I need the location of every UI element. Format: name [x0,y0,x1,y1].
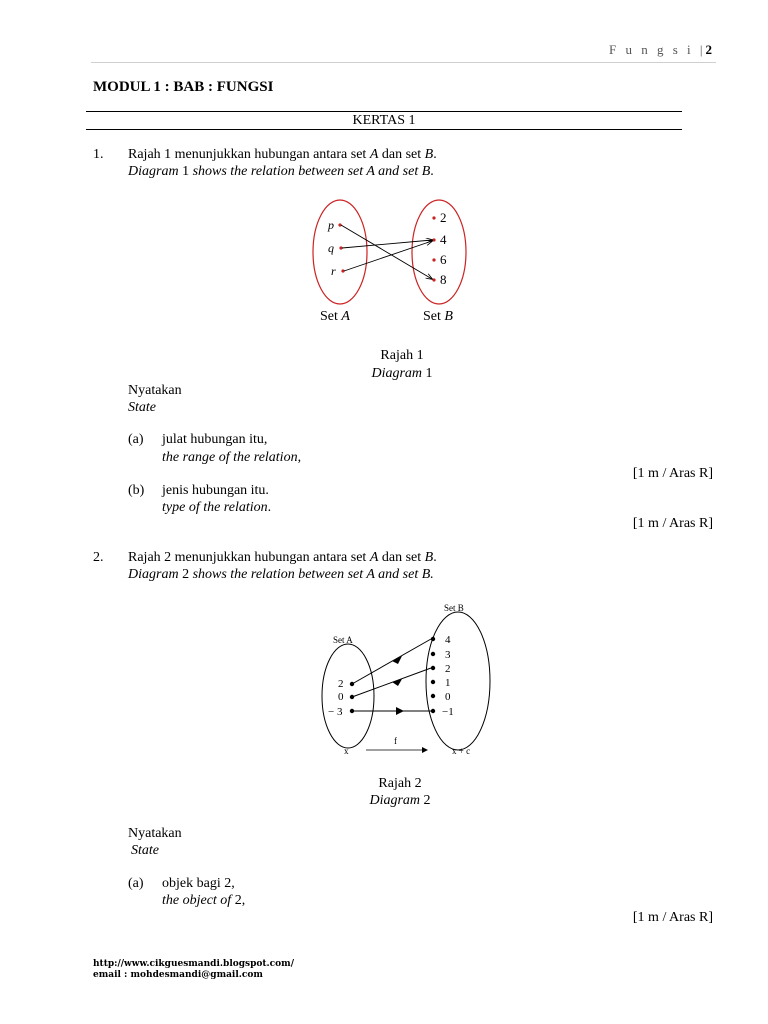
q1-set-a-caption-var: A [341,309,350,324]
q1-set-b-ellipse [412,200,466,304]
q1-set-b-caption-var: B [444,309,453,324]
q1b-text-en [162,500,271,516]
q1-point-r: r [331,264,336,278]
q2-point-b-neg1: −1 [442,706,454,718]
q1-caption-ms: Rajah 1 [380,348,424,363]
q2-caption-en [300,793,500,809]
q2-func-label: f [394,736,397,746]
q2-arrow-2-4 [352,639,431,684]
q2-caption-en-num: 2 [420,793,431,808]
q2-arrow-diagram [318,598,500,760]
q2-stem-ms-end: . [433,550,437,565]
q1-stem-en-text: shows the relation between set A and set B [192,164,431,179]
q1-arrow-r-4 [344,241,432,271]
q1b-text-en-italic: type of the relation [162,500,268,515]
footer-email[interactable]: email : mohdesmandi@gmail.com [93,970,263,980]
q1-point-p: p [328,218,334,232]
q1-instruction-en-text: State [128,400,156,415]
q2-caption-en-word: Diagram [369,793,421,808]
q1-point-2: 2 [440,210,447,225]
q2-dot-b-1 [431,680,435,684]
q1-number: 1. [93,147,104,162]
running-header [609,42,712,58]
q2-stem-ms-text-2: dan set [378,550,425,565]
q2a-text-en-italic: the object of [162,893,232,908]
q2-caption-ms: Rajah 2 [378,776,422,791]
q1-dot-4 [432,238,435,241]
q2a-text-en-end: 2, [231,893,246,908]
q1-caption-en-num: 1 [422,366,433,381]
q2-stem-en [128,567,434,583]
q2-dot-b-3 [431,652,435,656]
q2-point-a-0: 0 [338,691,344,703]
q2-dot-b-4 [431,637,435,641]
q1a-text-en-end: , [297,450,302,465]
q2-point-b-1: 1 [445,677,451,689]
q2-point-b-0: 0 [445,691,451,703]
q1b-label: (b) [128,483,145,498]
q1a-text-en-italic: the range of the relation [162,450,298,465]
q1-instruction-ms: Nyatakan [128,383,182,398]
q2-stem-en-text: shows the relation between set A and set B. [192,567,434,582]
header-separator: | [699,42,706,57]
q2a-text-en [162,893,245,909]
q1-dot-6 [432,258,435,261]
page-number: 2 [705,42,712,57]
q1-stem-en-diagram: Diagram [128,164,179,179]
q2-stem-ms-text: Rajah 2 menunjukkan hubungan antara set [128,550,370,565]
q1-point-6: 6 [440,252,447,267]
q1-caption-en-word: Diagram [371,366,423,381]
q1-point-8: 8 [440,272,447,287]
q2a-marks: [1 m / Aras R] [632,910,713,925]
q2-point-b-3: 3 [445,649,451,661]
q1-stem-en-end: . [430,164,434,179]
q1a-label: (a) [128,432,144,447]
q2-stem-en-diagram: Diagram [128,567,179,582]
q2-dot-b-0 [431,694,435,698]
q2-instruction-en-text: State [131,843,159,858]
header-divider [91,62,716,63]
q1-stem-ms-text-2: dan set [378,147,425,162]
q2-stem-en-num: 2 [178,567,193,582]
q1-instruction-en [128,400,156,416]
q1-set-a-caption [320,309,350,325]
q2-point-a-neg3: − 3 [328,706,343,718]
q1-point-q: q [328,241,334,255]
q1-set-a-caption-text: Set [320,309,342,324]
module-title: MODUL 1 : BAB : FUNGSI [93,79,274,95]
q2a-label: (a) [128,876,144,891]
q2-set-a-title: Set A [333,635,353,645]
q2-dot-b-neg1 [431,709,435,713]
q1-point-4: 4 [440,232,447,247]
q2-stem-ms [128,550,437,566]
q2-stem-ms-set-b: B [424,550,434,565]
q1-stem-en-num: 1 [178,164,193,179]
q2-set-a-ellipse [322,644,374,748]
q2-domain-label: x [344,746,349,756]
q1-stem-ms [128,147,437,163]
q1a-text-ms: julat hubungan itu, [162,432,268,447]
q2-set-b-ellipse [426,612,490,750]
q2-dot-b-2 [431,666,435,670]
q1-set-a-ellipse [313,200,367,304]
q2-stem-ms-set-a: A [369,550,379,565]
q1-arrow-p-8 [341,225,432,279]
q1-stem-ms-set-b: B [424,147,434,162]
q1a-marks: [1 m / Aras R] [632,466,713,481]
q2-point-b-2: 2 [445,663,451,675]
q2-arrowhead-neg3-neg1 [396,707,404,715]
q2-instruction-en [131,843,159,859]
q2-set-b-title: Set B [444,603,464,613]
q1-dot-2 [432,216,435,219]
q2-instruction-ms: Nyatakan [128,826,182,841]
q1-set-b-caption-text: Set [423,309,445,324]
q2-arrow-0-2 [352,668,431,697]
q1-set-b-caption [423,309,453,325]
q1-stem-ms-text: Rajah 1 menunjukkan hubungan antara set [128,147,370,162]
header-label: F u n g s i [608,42,694,57]
q1b-text-ms: jenis hubungan itu. [162,483,269,498]
footer-url[interactable]: http://www.cikguesmandi.blogspot.com/ [93,959,294,969]
q1-dot-8 [432,278,435,281]
q1-stem-ms-end: . [433,147,437,162]
q2a-text-ms: objek bagi 2, [162,876,235,891]
paper-label: KERTAS 1 [352,113,416,128]
q1-stem-ms-set-a: A [369,147,379,162]
q2-codomain-label: x + c [452,746,471,756]
q2-point-a-2: 2 [338,678,344,690]
q1-arrow-q-4 [342,240,432,248]
q1-stem-en [128,164,434,180]
q1b-marks: [1 m / Aras R] [632,516,713,531]
paper-rule-bottom [86,129,682,130]
q2-func-arrowhead [422,747,428,753]
q1-caption-en [302,366,502,382]
q2-point-b-4: 4 [445,634,451,646]
q2-number: 2. [93,550,104,565]
q1b-text-en-end: . [267,500,272,515]
q1a-text-en [162,450,301,466]
paper-rule-top [86,111,682,112]
